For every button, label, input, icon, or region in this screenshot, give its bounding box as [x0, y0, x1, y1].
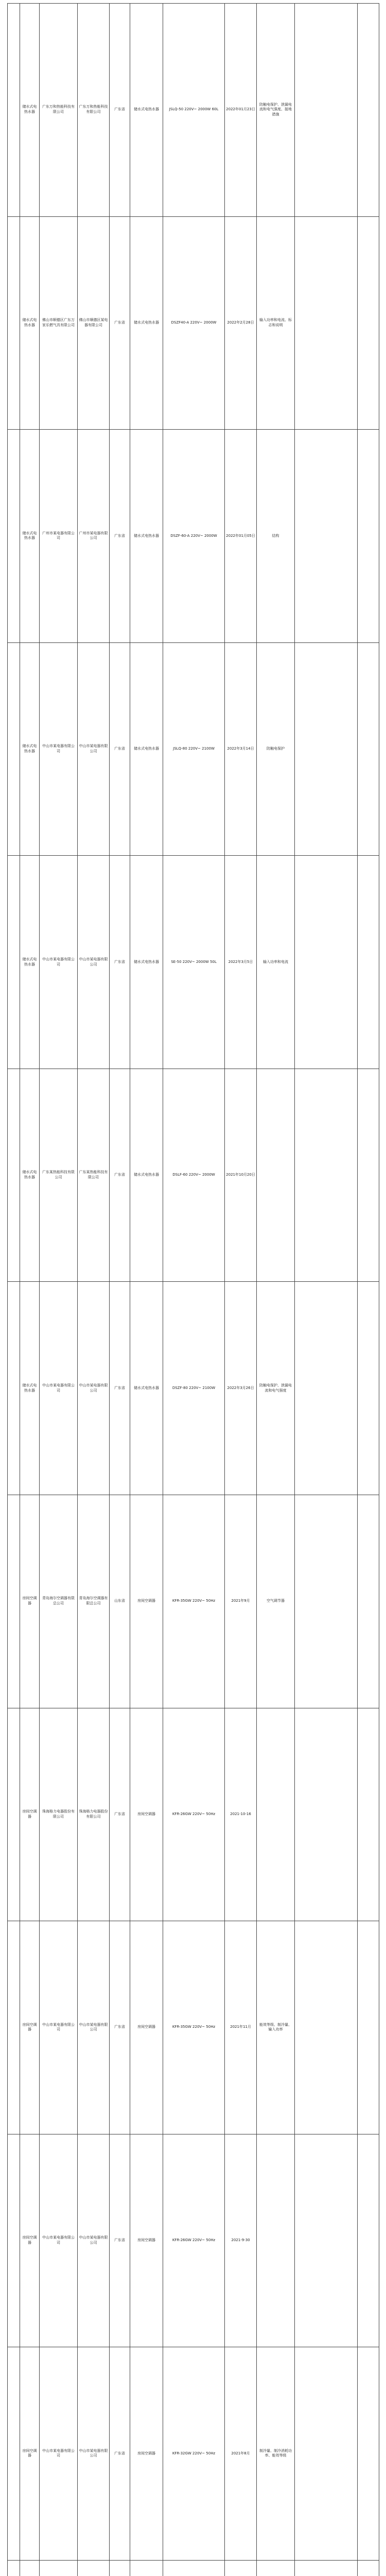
table-cell-seller: 中山市某电器有限公司 — [78, 2134, 110, 2347]
table-cell-item: 结构 — [257, 430, 295, 643]
table-cell-model: DSLF-60 220V~ 2000W — [163, 1069, 225, 1282]
table-cell-note — [358, 856, 379, 1069]
table-cell-no — [8, 2347, 20, 2561]
table-cell-date: 2021-9-30 — [225, 2134, 257, 2347]
table-cell-type: 房间空调器 — [20, 2347, 40, 2561]
table-cell-province: 广东省 — [110, 4, 130, 217]
table-cell-maker: 广东万和热能科技有限公司 — [40, 4, 78, 217]
table-cell-note — [358, 4, 379, 217]
table-cell-no — [8, 4, 20, 217]
table-row — [8, 1921, 379, 2134]
table-cell-name: 储水式电热水器 — [130, 1282, 163, 1495]
table-cell-item: 能效等级、制冷量、输入功率 — [257, 1921, 295, 2134]
table-cell-province — [110, 2560, 130, 2576]
table-cell-model: KFR-26GW 220V~ 50Hz — [163, 1708, 225, 1921]
table-cell-maker: 广州市某电器有限公司 — [40, 430, 78, 643]
table-cell-maker: 中山市某电器有限公司 — [40, 2347, 78, 2561]
table-cell-seller: 佛山市顺德区某电器有限公司 — [78, 216, 110, 430]
table-cell-province: 广东省 — [110, 1069, 130, 1282]
table-cell-maker: 青岛海尔空调器有限总公司 — [40, 1495, 78, 1708]
table-cell-seller: 中山市某电器有限公司 — [78, 2347, 110, 2561]
table-cell-name: 房间空调器 — [130, 1708, 163, 1921]
table-cell-type: 储水式电热水器 — [20, 1282, 40, 1495]
table-cell-date: 2022年01月05日 — [225, 430, 257, 643]
table-cell-model — [163, 2560, 225, 2576]
table-cell-item: 输入功率和电流、标志和说明 — [257, 216, 295, 430]
table-cell-model: JSLQ-80 220V~ 2100W — [163, 642, 225, 856]
table-cell-date: 2022年3月26日 — [225, 1282, 257, 1495]
table-cell-item — [257, 2134, 295, 2347]
table-cell-province: 广东省 — [110, 642, 130, 856]
table-cell-note — [358, 2560, 379, 2576]
table-cell-maker: 中山市某电器有限公司 — [40, 2134, 78, 2347]
table-cell-method — [295, 856, 358, 1069]
table-cell-date: 2022年01月23日 — [225, 4, 257, 217]
table-row — [8, 2560, 379, 2576]
table-cell-method — [295, 2560, 358, 2576]
table-cell-maker — [40, 2560, 78, 2576]
table-cell-type: 房间空调器 — [20, 1921, 40, 2134]
table-cell-item: 制冷量、制冷消耗功率、能效等级 — [257, 2347, 295, 2561]
table-cell-seller: 中山市某电器有限公司 — [78, 1282, 110, 1495]
table-cell-method — [295, 1069, 358, 1282]
table-cell-no — [8, 1495, 20, 1708]
table-cell-type: 房间空调器 — [20, 1708, 40, 1921]
table-cell-no — [8, 1069, 20, 1282]
table-cell-method — [295, 1282, 358, 1495]
table-row — [8, 642, 379, 856]
table-cell-note — [358, 1708, 379, 1921]
table-cell-seller: 青岛海尔空调器有限总公司 — [78, 1495, 110, 1708]
table-cell-item — [257, 2560, 295, 2576]
table-cell-item: 防触电保护、泄漏电流和电气强度、接地措施 — [257, 4, 295, 217]
table-cell-note — [358, 1282, 379, 1495]
table-cell-no — [8, 642, 20, 856]
table-cell-method — [295, 2347, 358, 2561]
table-row — [8, 430, 379, 643]
table-cell-name: 储水式电热水器 — [130, 430, 163, 643]
table-cell-type: 储水式电热水器 — [20, 4, 40, 217]
table-cell-date — [225, 2560, 257, 2576]
table-cell-item: 防触电保护、泄漏电流和电气强度 — [257, 1282, 295, 1495]
table-cell-type: 储水式电热水器 — [20, 856, 40, 1069]
table-cell-type — [20, 2560, 40, 2576]
table-cell-type: 储水式电热水器 — [20, 430, 40, 643]
table-cell-maker: 珠海格力电器股份有限公司 — [40, 1708, 78, 1921]
table-cell-type: 储水式电热水器 — [20, 216, 40, 430]
table-cell-province: 广东省 — [110, 430, 130, 643]
table-cell-no — [8, 2134, 20, 2347]
table-cell-name: 储水式电热水器 — [130, 642, 163, 856]
table-cell-province: 广东省 — [110, 1921, 130, 2134]
table-cell-no — [8, 1282, 20, 1495]
table-cell-province: 广东省 — [110, 1708, 130, 1921]
table-cell-item: 防触电保护 — [257, 642, 295, 856]
table-cell-model: DSZF-60-A 220V~ 2000W — [163, 430, 225, 643]
table-cell-type: 房间空调器 — [20, 1495, 40, 1708]
table-cell-province: 山东省 — [110, 1495, 130, 1708]
table-cell-note — [358, 1069, 379, 1282]
table-row — [8, 856, 379, 1069]
table-cell-seller: 中山市某电器有限公司 — [78, 642, 110, 856]
table-cell-note — [358, 430, 379, 643]
table-cell-name: 房间空调器 — [130, 1921, 163, 2134]
table-cell-name: 储水式电热水器 — [130, 1069, 163, 1282]
table-cell-maker: 佛山市顺德区广东万家乐燃气具有限公司 — [40, 216, 78, 430]
table-cell-seller: 中山市某电器有限公司 — [78, 856, 110, 1069]
table-cell-province: 广东省 — [110, 2134, 130, 2347]
table-row — [8, 216, 379, 430]
table-cell-seller: 中山市某电器有限公司 — [78, 1921, 110, 2134]
table-cell-name: 房间空调器 — [130, 2347, 163, 2561]
table-cell-model: KFR-26GW 220V~ 50Hz — [163, 2134, 225, 2347]
table-cell-type: 储水式电热水器 — [20, 1069, 40, 1282]
table-cell-model: JSLQ-50 220V~ 2000W 60L — [163, 4, 225, 217]
table-cell-date: 2022年3月14日 — [225, 642, 257, 856]
table-cell-province: 广东省 — [110, 1282, 130, 1495]
table-cell-model: KFR-35GW 220V~ 50Hz — [163, 1921, 225, 2134]
table-cell-name: 房间空调器 — [130, 2134, 163, 2347]
table-cell-model: KFR-32GW 220V~ 50Hz — [163, 2347, 225, 2561]
table-row — [8, 1708, 379, 1921]
table-cell-province: 广东省 — [110, 856, 130, 1069]
table-cell-no — [8, 856, 20, 1069]
table-cell-date: 2021年10月20日 — [225, 1069, 257, 1282]
table-cell-date: 2021年11月 — [225, 1921, 257, 2134]
table-cell-maker: 中山市某电器有限公司 — [40, 642, 78, 856]
table-cell-model: SE-50 220V~ 2000W 50L — [163, 856, 225, 1069]
table-cell-name: 储水式电热水器 — [130, 856, 163, 1069]
table-cell-item — [257, 1708, 295, 1921]
table-cell-date: 2021年8月 — [225, 2347, 257, 2561]
table-cell-method — [295, 216, 358, 430]
table-cell-method — [295, 1921, 358, 2134]
table-cell-method — [295, 430, 358, 643]
table-row — [8, 1282, 379, 1495]
table-cell-seller: 珠海格力电器股份有限公司 — [78, 1708, 110, 1921]
table-cell-type: 房间空调器 — [20, 2134, 40, 2347]
table-cell-no — [8, 216, 20, 430]
inspection-results-table — [7, 3, 379, 2576]
table-cell-note — [358, 1921, 379, 2134]
table-row — [8, 2134, 379, 2347]
table-cell-no — [8, 1921, 20, 2134]
table-cell-province: 广东省 — [110, 216, 130, 430]
table-cell-note — [358, 642, 379, 856]
table-cell-note — [358, 2134, 379, 2347]
table-cell-maker: 中山市某电器有限公司 — [40, 856, 78, 1069]
table-cell-type: 储水式电热水器 — [20, 642, 40, 856]
table-cell-seller: 广东万和热能科技有限公司 — [78, 4, 110, 217]
table-cell-no — [8, 1708, 20, 1921]
table-cell-item — [257, 1069, 295, 1282]
table-cell-method — [295, 2134, 358, 2347]
table-cell-model: DSZF40-A 220V~ 2000W — [163, 216, 225, 430]
table-cell-seller: 广东某热能科技有限公司 — [78, 1069, 110, 1282]
table-cell-note — [358, 1495, 379, 1708]
table-cell-no — [8, 430, 20, 643]
table-cell-date: 2022年3月5日 — [225, 856, 257, 1069]
table-cell-method — [295, 4, 358, 217]
table-cell-item: 空气调节器 — [257, 1495, 295, 1708]
table-cell-method — [295, 642, 358, 856]
table-cell-model: DSZF-80 220V~ 2100W — [163, 1282, 225, 1495]
table-cell-seller — [78, 2560, 110, 2576]
table-cell-date: 2022年2月28日 — [225, 216, 257, 430]
table-cell-seller: 广州市某电器有限公司 — [78, 430, 110, 643]
table-cell-note — [358, 2347, 379, 2561]
table-row — [8, 4, 379, 217]
table-cell-maker: 中山市某电器有限公司 — [40, 1921, 78, 2134]
table-cell-method — [295, 1495, 358, 1708]
table-cell-item: 输入功率和电流 — [257, 856, 295, 1069]
table-cell-name — [130, 2560, 163, 2576]
table-cell-name: 储水式电热水器 — [130, 216, 163, 430]
table-cell-note — [358, 216, 379, 430]
table-cell-model: KFR-35GW 220V~ 50Hz — [163, 1495, 225, 1708]
table-cell-maker: 中山市某电器有限公司 — [40, 1282, 78, 1495]
table-cell-date: 2021-10-16 — [225, 1708, 257, 1921]
table-cell-maker: 广东某热能科技有限公司 — [40, 1069, 78, 1282]
table-cell-date: 2021年9月 — [225, 1495, 257, 1708]
table-row — [8, 1495, 379, 1708]
table-cell-name: 房间空调器 — [130, 1495, 163, 1708]
table-cell-name: 储水式电热水器 — [130, 4, 163, 217]
table-row — [8, 2347, 379, 2561]
table-cell-province: 广东省 — [110, 2347, 130, 2561]
table-cell-method — [295, 1708, 358, 1921]
table-row — [8, 1069, 379, 1282]
table-cell-no — [8, 2560, 20, 2576]
